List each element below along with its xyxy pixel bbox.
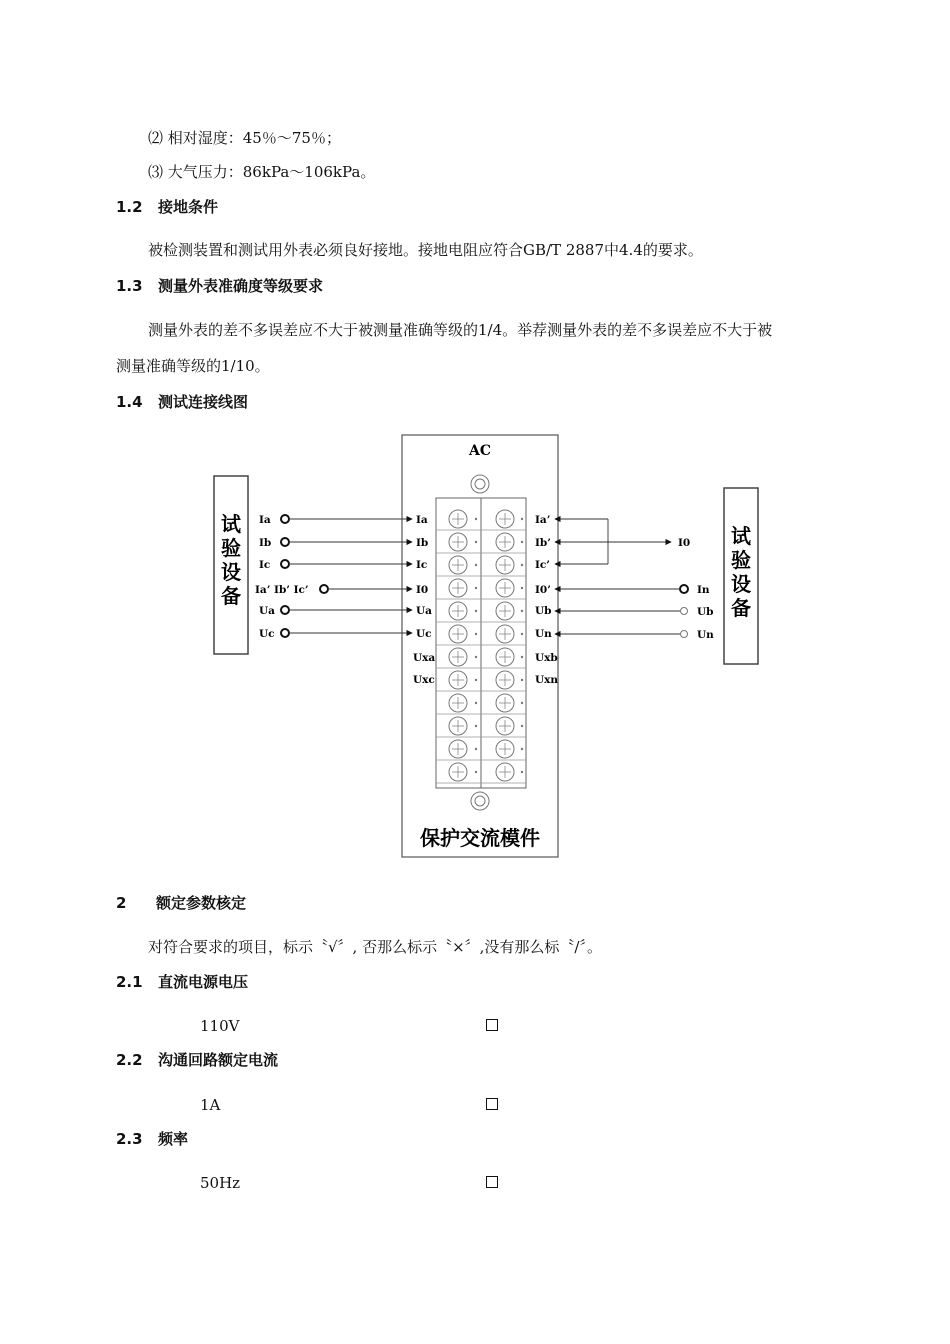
source-label: Ua: [259, 605, 275, 617]
connector-icon: [281, 538, 289, 546]
right-device-char: 设: [731, 572, 751, 596]
connector-icon: [680, 585, 688, 593]
terminal-right-label: Uxn: [535, 674, 559, 686]
terminal-right-label: Ic’: [535, 559, 550, 571]
terminal-dot: [475, 771, 477, 773]
heading-2-2: [116, 1050, 278, 1070]
terminal-dot: [521, 748, 523, 750]
right-device-char: 验: [731, 548, 751, 572]
heading-title: 接地条件: [158, 198, 219, 216]
heading-2-1: [116, 972, 248, 992]
pressure-line: ⑶ 大气压力：86kPa～106kPa。: [148, 163, 376, 181]
humidity-line: ⑵ 相对湿度：45％～75％；: [148, 129, 341, 147]
heading-number: 2.3: [116, 1130, 143, 1148]
right-target-label: Un: [697, 629, 714, 641]
terminal-dot: [475, 725, 477, 727]
terminal-dot: [521, 679, 523, 681]
heading-number: 1.4: [116, 393, 143, 411]
right-target-label: In: [697, 584, 710, 596]
terminal-left-label: I0: [416, 584, 429, 596]
heading-number: 2.2: [116, 1051, 143, 1069]
module-top-label: AC: [468, 443, 492, 459]
terminal-dot: [475, 610, 477, 612]
terminal-dot: [521, 633, 523, 635]
terminal-dot: [521, 518, 523, 520]
terminal-dot: [521, 656, 523, 658]
heading-title: 沟通回路额定电流: [158, 1051, 279, 1069]
connector-icon: [681, 608, 688, 615]
terminal-left-label: Uxc: [413, 674, 435, 686]
terminal-left-label: Ib: [416, 537, 429, 549]
accuracy-text-line1: 测量外表的差不多误差应不大于被测量准确等级的1/4。举荐测量外表的差不多误差应不大于被: [148, 321, 773, 339]
right-target-label: Ub: [697, 606, 714, 618]
heading-title: 额定参数核定: [156, 894, 247, 912]
checkbox-1a[interactable]: [486, 1098, 498, 1110]
grounding-text: 被检测装置和测试用外表必须良好接地。接地电阻应符合GB/T 2887中4.4的要求。: [148, 241, 703, 259]
terminal-dot: [475, 587, 477, 589]
left-device-label: [221, 512, 242, 608]
right-device-label: [731, 524, 752, 620]
terminal-right-label: Ib’: [535, 537, 551, 549]
module-bottom-label: 保护交流模件: [420, 826, 540, 850]
heading-title: 测试连接线图: [158, 393, 249, 411]
terminal-dot: [475, 656, 477, 658]
terminal-dot: [475, 541, 477, 543]
source-label: Ia’ Ib’ Ic’: [255, 584, 309, 596]
terminal-left-label: Ua: [416, 605, 432, 617]
terminal-right-label: Un: [535, 628, 552, 640]
right-device-char: 试: [731, 524, 751, 548]
connector-icon: [281, 560, 289, 568]
item-110v: 110V: [200, 1017, 240, 1035]
terminal-right-label: Ub: [535, 605, 552, 617]
item-50hz: 50Hz: [200, 1174, 241, 1192]
heading-title: 频率: [158, 1130, 189, 1148]
item-1a: 1A: [200, 1096, 221, 1114]
connector-icon: [281, 629, 289, 637]
source-label: Ic: [259, 559, 271, 571]
terminal-right-label: Ia’: [535, 514, 551, 526]
terminal-right-label: I0’: [535, 584, 551, 596]
terminal-dot: [475, 633, 477, 635]
terminal-dot: [475, 564, 477, 566]
heading-title: 测量外表准确度等级要求: [158, 277, 324, 295]
source-label: Ib: [259, 537, 272, 549]
right-device-char: 备: [731, 596, 751, 620]
terminal-dot: [475, 679, 477, 681]
heading-2: [116, 893, 246, 913]
left-device-char: 设: [221, 560, 241, 584]
checkbox-50hz[interactable]: [486, 1176, 498, 1188]
terminal-left-label: Ic: [416, 559, 428, 571]
terminal-dot: [521, 541, 523, 543]
terminal-dot: [521, 771, 523, 773]
right-target-label: I0: [678, 537, 691, 549]
accuracy-text-line2: 测量准确等级的1/10。: [116, 357, 270, 375]
checkbox-110v[interactable]: [486, 1019, 498, 1031]
terminal-dot: [475, 748, 477, 750]
terminal-dot: [475, 518, 477, 520]
heading-number: 1.2: [116, 198, 143, 216]
left-device-char: 验: [221, 536, 241, 560]
left-source-labels: [255, 514, 309, 640]
terminal-dot: [521, 587, 523, 589]
terminal-left-label: Uxa: [413, 652, 436, 664]
terminal-right-label: Uxb: [535, 652, 558, 664]
terminal-dot: [521, 610, 523, 612]
connector-icon: [320, 585, 328, 593]
heading-number: 1.3: [116, 277, 143, 295]
source-label: Ia: [259, 514, 271, 526]
heading-number: 2: [116, 894, 127, 912]
terminal-dot: [475, 702, 477, 704]
terminal-left-label: Ia: [416, 514, 428, 526]
terminal-dot: [521, 725, 523, 727]
terminal-left-label: Uc: [416, 628, 432, 640]
terminal-dot: [521, 564, 523, 566]
heading-2-3: [116, 1129, 188, 1149]
heading-title: 直流电源电压: [158, 973, 249, 991]
left-device-char: 试: [221, 512, 241, 536]
left-device-char: 备: [221, 584, 241, 608]
source-label: Uc: [259, 628, 275, 640]
marking-instructions: 对符合要求的项目，标示〝√〞, 否那么标示〝×〞,没有那么标〝/〞。: [148, 938, 602, 956]
connector-icon: [681, 631, 688, 638]
connector-icon: [281, 606, 289, 614]
terminal-dot: [521, 702, 523, 704]
connector-icon: [281, 515, 289, 523]
heading-number: 2.1: [116, 973, 143, 991]
